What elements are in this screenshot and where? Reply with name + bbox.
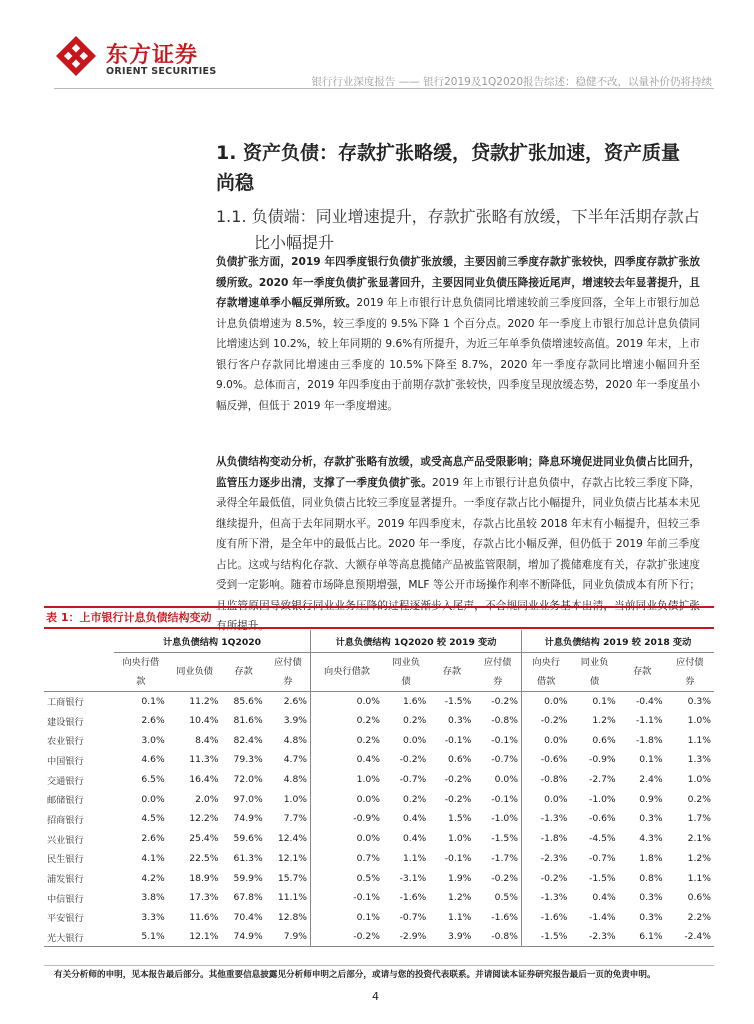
value-cell: 4.8% <box>283 774 308 786</box>
group-header-1q2020-vs-2019: 计息负债结构 1Q2020 较 2019 变动 <box>311 630 522 652</box>
value-cell: 74.9% <box>221 927 265 947</box>
section-heading: 1. 资产负债：存款扩张略缓，贷款扩张加速，资产质量尚稳 <box>216 142 681 194</box>
column-header-line: 向央行借 <box>122 656 160 668</box>
paragraph-1-lead: 负债扩张方面，2019 年四季度银行负债扩张放缓，主要因前三季度存款扩张较快，四季度存款扩张放缓所致。2020 年一季度负债扩张显著回升，主要因同业负债压降接近尾声，增速较去年显著提升，且存款增速单季小幅反弹所致。 <box>216 256 700 309</box>
value-cell: 1.0% <box>283 793 308 805</box>
table-row <box>44 750 714 770</box>
value-cell: 3.8% <box>141 892 165 904</box>
value-cell: 1.1% <box>402 852 427 864</box>
table-row <box>44 908 714 928</box>
value-cell: 1.0% <box>448 833 472 845</box>
value-cell: 16.4% <box>189 774 219 786</box>
table-body <box>44 691 714 947</box>
value-cell: -2.4% <box>666 927 714 947</box>
value-cell: 7.9% <box>266 927 311 947</box>
value-cell: 1.2% <box>448 892 472 904</box>
bank-name-cell: 建设银行 <box>47 716 84 728</box>
column-header-line: 券 <box>493 675 503 687</box>
value-cell: -0.8% <box>474 927 521 947</box>
table-row <box>44 868 714 888</box>
value-cell: -0.2% <box>399 754 427 766</box>
value-cell: -0.6% <box>521 750 570 770</box>
value-cell: 59.6% <box>233 833 263 845</box>
value-cell: -0.8% <box>491 715 518 727</box>
value-cell: -1.4% <box>589 911 616 923</box>
value-cell: 0.2% <box>402 715 427 727</box>
value-cell: -2.7% <box>589 774 616 786</box>
company-logo <box>54 34 217 84</box>
table-top-rule <box>44 606 714 608</box>
value-cell: 18.9% <box>189 872 219 884</box>
paragraph-liability-expansion <box>216 252 700 416</box>
value-cell: 2.2% <box>687 911 711 923</box>
bank-name-cell: 光大银行 <box>44 927 114 947</box>
value-cell: 0.1% <box>592 695 616 707</box>
footer-divider <box>44 965 714 966</box>
column-header <box>114 652 168 691</box>
value-cell: -0.6% <box>589 813 616 825</box>
value-cell: 67.8% <box>233 892 263 904</box>
value-cell: -0.1% <box>491 734 518 746</box>
paragraph-liability-structure <box>216 452 700 637</box>
value-cell: 1.2% <box>687 852 711 864</box>
value-cell: 2.4% <box>639 774 663 786</box>
value-cell: -0.8% <box>521 770 570 790</box>
column-header-line: 存款 <box>632 666 652 677</box>
value-cell: 12.2% <box>189 813 219 825</box>
value-cell: 0.3% <box>687 695 711 707</box>
value-cell: 0.1% <box>639 754 663 766</box>
bank-name-cell: 中信银行 <box>47 893 84 905</box>
value-cell: 0.5% <box>494 892 518 904</box>
value-cell: 12.1% <box>168 927 222 947</box>
value-cell: 6.1% <box>619 927 666 947</box>
value-cell: 59.9% <box>233 872 263 884</box>
column-header <box>429 652 474 691</box>
value-cell: 0.0% <box>141 793 165 805</box>
value-cell: 82.4% <box>233 734 263 746</box>
value-cell: -1.1% <box>635 715 663 727</box>
logo-chinese-name: 东方证券 <box>106 43 199 68</box>
value-cell: 0.2% <box>311 711 383 731</box>
table-row <box>44 730 714 750</box>
value-cell: 2.6% <box>141 833 165 845</box>
column-header <box>311 652 383 691</box>
bank-name-cell: 兴业银行 <box>47 834 84 846</box>
value-cell: 5.1% <box>114 927 168 947</box>
value-cell: -3.1% <box>399 872 427 884</box>
value-cell: 0.0% <box>402 734 427 746</box>
value-cell: 8.4% <box>195 734 219 746</box>
table-row <box>44 711 714 731</box>
table-title-rule <box>44 627 714 629</box>
table-row <box>44 927 714 947</box>
value-cell: 12.1% <box>277 852 308 864</box>
value-cell: 10.4% <box>189 715 219 727</box>
value-cell: -1.5% <box>444 695 472 707</box>
table-row <box>44 829 714 849</box>
table-corner <box>44 630 114 652</box>
value-cell: 12.4% <box>277 833 308 845</box>
value-cell: -0.1% <box>491 793 518 805</box>
column-header <box>666 652 714 691</box>
value-cell: 0.9% <box>639 793 663 805</box>
value-cell: 0.0% <box>311 789 383 809</box>
column-header-line: 应付债 <box>483 656 512 668</box>
table-row <box>44 849 714 869</box>
value-cell: -0.2% <box>521 711 570 731</box>
value-cell: 1.1% <box>687 734 711 746</box>
value-cell: 12.8% <box>277 911 308 923</box>
value-cell: 15.7% <box>277 872 308 884</box>
value-cell: 0.0% <box>521 789 570 809</box>
header-divider <box>54 88 714 89</box>
value-cell: 72.0% <box>233 774 263 786</box>
value-cell: 1.8% <box>639 852 663 864</box>
column-header-line: 债 <box>589 675 600 687</box>
column-header-line: 券 <box>283 675 293 687</box>
value-cell: 2.0% <box>195 793 219 805</box>
value-cell: 25.4% <box>189 833 219 845</box>
value-cell: -2.9% <box>383 927 429 947</box>
column-header-line: 借款 <box>537 675 556 687</box>
value-cell: 2.1% <box>687 833 711 845</box>
column-header <box>570 652 618 691</box>
value-cell: -0.7% <box>491 754 518 766</box>
value-cell: 0.0% <box>494 774 518 786</box>
column-header <box>168 652 222 691</box>
bank-name-cell: 工商银行 <box>47 697 84 709</box>
value-cell: 11.2% <box>189 695 219 707</box>
column-header-line: 同业负 <box>392 656 420 668</box>
value-cell: 2.6% <box>141 715 165 727</box>
bank-name-cell: 招商银行 <box>47 814 84 826</box>
value-cell: -1.0% <box>589 793 616 805</box>
value-cell: 0.3% <box>639 813 663 825</box>
value-cell: 0.3% <box>639 911 663 923</box>
disclaimer-note: 有关分析师的申明，见本报告最后部分。其他重要信息披露见分析师申明之后部分，或请与您的投资代表联系。并请阅读本证券研究报告最后一页的免责申明。 <box>54 970 656 980</box>
column-header-line: 应付债 <box>676 656 704 668</box>
value-cell: 1.1% <box>687 872 711 884</box>
value-cell: 0.4% <box>402 833 427 845</box>
column-header-line: 款 <box>136 675 146 687</box>
value-cell: 3.9% <box>283 715 308 727</box>
column-header-line: 存款 <box>234 666 253 677</box>
value-cell: -1.8% <box>521 829 570 849</box>
value-cell: -0.1% <box>311 888 383 908</box>
value-cell: 4.2% <box>141 872 165 884</box>
value-cell: 0.4% <box>311 750 383 770</box>
table-row <box>44 888 714 908</box>
value-cell: -1.0% <box>491 813 518 825</box>
column-header-line: 同业负债 <box>176 666 213 677</box>
value-cell: 0.2% <box>687 793 711 805</box>
column-header-line: 应付债 <box>274 656 302 668</box>
column-header <box>221 652 265 691</box>
value-cell: -1.5% <box>521 927 570 947</box>
value-cell: -0.2% <box>444 774 472 786</box>
value-cell: 4.6% <box>141 754 165 766</box>
value-cell: -4.5% <box>589 833 616 845</box>
value-cell: 0.6% <box>592 734 616 746</box>
paragraph-2-body: 2019 年上市银行计息负债中，存款占比较三季度下降，录得全年最低值，同业负债占比较三季度显著提升。一季度存款占比小幅提升，同业负债占比基本未见继续提升，但高于去年同期水平。2019 年四季度末，存款占比虽较 2018 年末有小幅提升，但较三季度有所下滑，是全年中的最低占比。2020 年一季度，存款占比小幅反弹，但仍低于 2019 年前三季度占比。这或与结构化存款、大额存单等高息揽储产品被监管限制，增加了揽储难度有关，存款扩张速度受到一定影响。随着市场降息预期增强，MLF 等公开市场操作利率不断降低，同业负债成本有所下行；且监管原因导致银行同业业务压降的过程逐渐步入尾声，不合规同业业务基本出清，当前同业负债扩张有所提升。 <box>216 476 701 632</box>
value-cell: -1.6% <box>521 908 570 928</box>
liability-structure-table <box>44 630 714 947</box>
value-cell: 0.0% <box>311 691 383 711</box>
value-cell: 7.7% <box>283 813 308 825</box>
column-header <box>266 652 311 691</box>
paragraph-1-body: 2019 年上市银行计息负债同比增速较前三季度回落，全年上市银行加总计息负债增速为 8.5%，较三季度的 9.5%下降 1 个百分点。2020 年一季度上市银行加总计息负债同比增速达到 10.2%，较上年同期的 9.6%有所提升，为近三年单季负债增速较高值。2019 年末，上市银行客户存款同比增速由三季度的 10.5%下降至 8.7%，2020 年一季度存款同比增速小幅回升至 9.0%。总体而言，2019 年四季度由于前期存款扩张较快，四季度呈现放缓态势，2020 年一季度虽小幅反弹，但低于 2019 年一季度增速。 <box>216 297 700 412</box>
value-cell: 11.3% <box>189 754 219 766</box>
column-header-line: 同业负 <box>580 656 609 668</box>
value-cell: 0.2% <box>402 793 427 805</box>
value-cell: 74.9% <box>233 813 263 825</box>
table-row <box>44 789 714 809</box>
value-cell: 0.3% <box>639 892 663 904</box>
value-cell: 0.1% <box>311 908 383 928</box>
value-cell: 1.9% <box>448 872 472 884</box>
bank-name-cell: 交通银行 <box>47 775 84 787</box>
value-cell: 1.5% <box>448 813 472 825</box>
value-cell: 1.0% <box>687 774 711 786</box>
column-header-line: 向央行 <box>532 656 560 668</box>
value-cell: 0.1% <box>141 695 165 707</box>
value-cell: 0.2% <box>311 730 383 750</box>
value-cell: 11.6% <box>189 911 219 923</box>
value-cell: 0.0% <box>311 829 383 849</box>
table-column-header-row <box>44 652 714 691</box>
value-cell: -0.2% <box>444 793 472 805</box>
value-cell: 1.1% <box>448 911 472 923</box>
value-cell: 4.8% <box>283 734 308 746</box>
value-cell: 0.0% <box>521 691 570 711</box>
value-cell: -1.7% <box>491 852 518 864</box>
table-row <box>44 691 714 711</box>
value-cell: 1.2% <box>592 715 616 727</box>
value-cell: -0.7% <box>589 852 616 864</box>
value-cell: -1.6% <box>491 911 518 923</box>
group-header-1q2020: 计息负债结构 1Q2020 <box>114 630 311 652</box>
value-cell: 1.3% <box>687 754 711 766</box>
bank-name-cell: 邮储银行 <box>47 795 84 807</box>
column-header-line: 向央行借款 <box>324 666 370 677</box>
value-cell: -0.2% <box>491 695 518 707</box>
table-row <box>44 809 714 829</box>
value-cell: 4.7% <box>283 754 308 766</box>
value-cell: -0.2% <box>491 872 518 884</box>
value-cell: -0.2% <box>311 927 383 947</box>
column-header-line: 存款 <box>442 666 462 677</box>
bank-name-cell: 浦发银行 <box>47 874 84 886</box>
value-cell: 4.5% <box>141 813 165 825</box>
value-cell: 1.7% <box>687 813 711 825</box>
table-group-header-row <box>44 630 714 652</box>
table-title: 表 1：上市银行计息负债结构变动 <box>46 611 212 624</box>
bank-name-cell: 中国银行 <box>47 755 84 767</box>
bank-column-header <box>44 652 114 691</box>
value-cell: 1.0% <box>687 715 711 727</box>
orient-securities-logo-icon <box>54 34 98 78</box>
column-header <box>383 652 429 691</box>
subsection-heading <box>216 204 700 256</box>
logo-english-name: ORIENT SECURITIES <box>106 66 217 77</box>
value-cell: 3.9% <box>429 927 474 947</box>
value-cell: -0.2% <box>521 868 570 888</box>
value-cell: -2.3% <box>570 927 618 947</box>
value-cell: -1.8% <box>635 734 663 746</box>
value-cell: 0.3% <box>448 715 472 727</box>
value-cell: 11.1% <box>277 892 308 904</box>
value-cell: -1.5% <box>589 872 616 884</box>
bank-name-cell: 农业银行 <box>47 736 84 748</box>
value-cell: 0.6% <box>687 892 711 904</box>
value-cell: -2.3% <box>521 849 570 869</box>
value-cell: 70.4% <box>233 911 263 923</box>
value-cell: 0.4% <box>592 892 616 904</box>
column-header <box>521 652 570 691</box>
value-cell: 17.3% <box>189 892 219 904</box>
column-header <box>474 652 521 691</box>
value-cell: 61.3% <box>233 852 263 864</box>
value-cell: -0.9% <box>589 754 616 766</box>
value-cell: 22.5% <box>189 852 219 864</box>
value-cell: 0.4% <box>402 813 427 825</box>
report-header-info: 银行行业深度报告 —— 银行2019及1Q2020报告综述：稳健不改，以量补价仍将持续 <box>311 76 712 88</box>
page-number: 4 <box>372 990 379 1003</box>
value-cell: 1.6% <box>402 695 427 707</box>
value-cell: -0.9% <box>311 809 383 829</box>
value-cell: -0.7% <box>399 911 427 923</box>
value-cell: 81.6% <box>233 715 263 727</box>
paragraph-2-lead: 从负债结构变动分析，存款扩张略有放缓，或受高息产品受限影响；降息环境促进同业负债占比回升，监管压力逐步出清，支撑了一季度负债扩张。 <box>216 456 700 489</box>
value-cell: 0.7% <box>311 849 383 869</box>
value-cell: -1.3% <box>521 809 570 829</box>
column-header <box>619 652 666 691</box>
value-cell: 0.8% <box>639 872 663 884</box>
value-cell: 1.0% <box>311 770 383 790</box>
value-cell: -1.6% <box>399 892 427 904</box>
value-cell: 0.6% <box>448 754 472 766</box>
bank-name-cell: 民生银行 <box>47 854 84 866</box>
table-row <box>44 770 714 790</box>
column-header-line: 券 <box>685 675 695 687</box>
value-cell: -0.1% <box>444 734 472 746</box>
bank-name-cell: 平安银行 <box>47 913 84 925</box>
value-cell: -0.4% <box>635 695 663 707</box>
value-cell: 0.5% <box>311 868 383 888</box>
value-cell: -0.1% <box>444 852 472 864</box>
value-cell: 4.3% <box>639 833 663 845</box>
value-cell: 3.3% <box>141 911 165 923</box>
value-cell: 2.6% <box>283 695 308 707</box>
value-cell: 6.5% <box>141 774 165 786</box>
value-cell: 4.1% <box>141 852 165 864</box>
value-cell: 0.0% <box>521 730 570 750</box>
value-cell: 79.3% <box>233 754 263 766</box>
value-cell: 3.0% <box>141 734 165 746</box>
value-cell: 97.0% <box>233 793 263 805</box>
value-cell: 85.6% <box>233 695 263 707</box>
subsection-heading-text: 1.1. 负债端：同业增速提升，存款扩张略有放缓，下半年活期存款占比小幅提升 <box>216 207 700 252</box>
value-cell: -1.3% <box>521 888 570 908</box>
group-header-2019-vs-2018: 计息负债结构 2019 较 2018 变动 <box>521 630 714 652</box>
value-cell: -1.5% <box>491 833 518 845</box>
column-header-line: 债 <box>401 675 411 687</box>
value-cell: -0.7% <box>399 774 427 786</box>
